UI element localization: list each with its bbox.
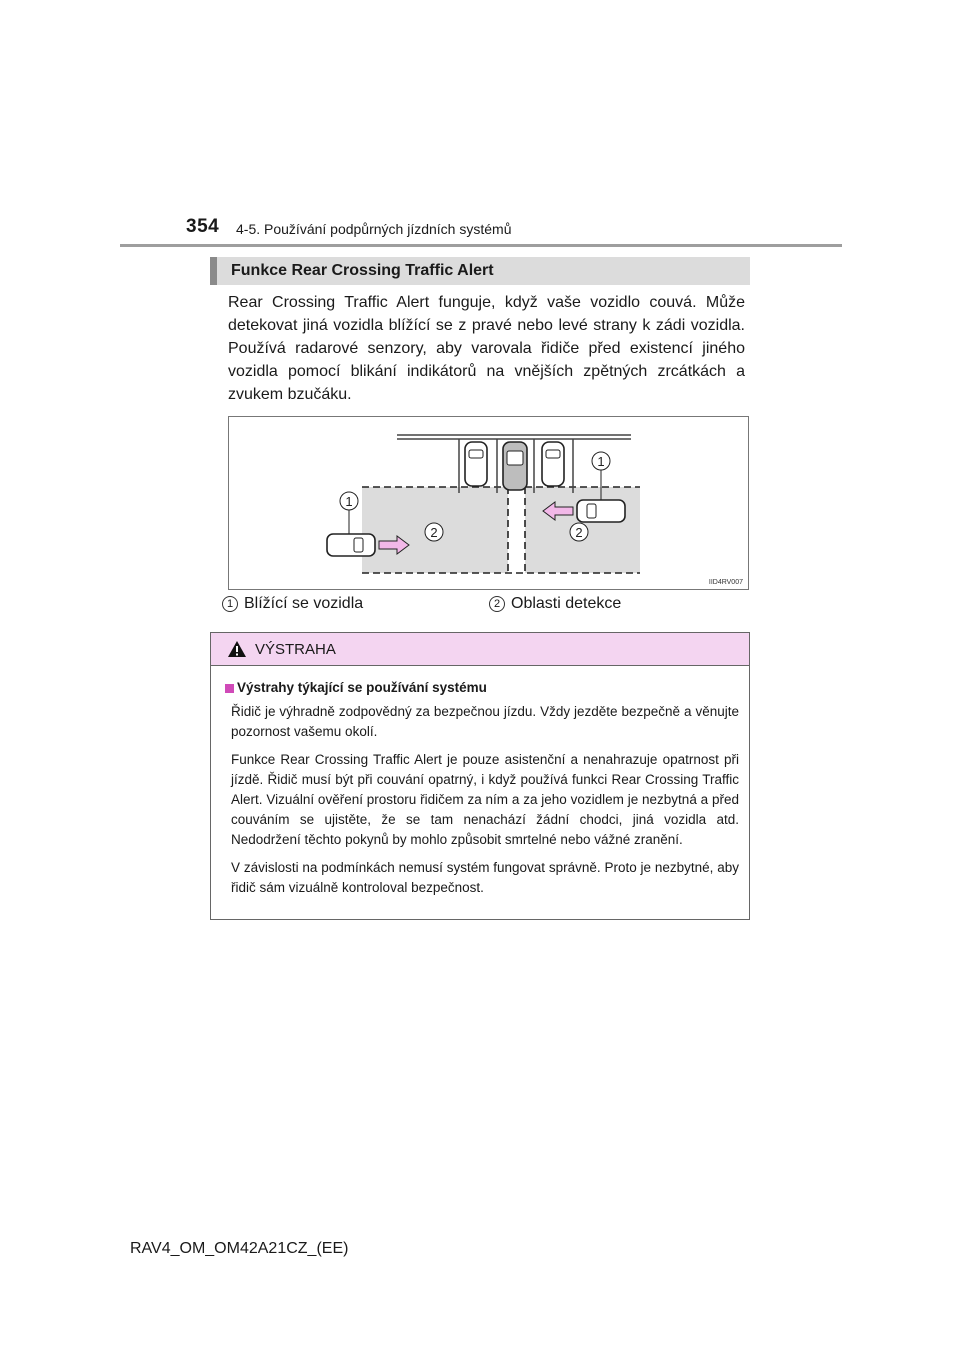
rcta-diagram: [229, 417, 748, 589]
header-rule: [120, 244, 842, 247]
parked-car-right: [542, 442, 564, 486]
legend-number-2: 2: [489, 596, 505, 612]
warning-subheading: [225, 678, 739, 698]
callout-2-left: [425, 523, 443, 541]
warning-paragraph-1: Řidič je výhradně zodpovědný za bezpečnou jízdu. Vždy jezděte bezpečně a věnujte pozornost vašemu okolí.: [231, 704, 739, 739]
warning-paragraph-3: V závislosti na podmínkách nemusí systém fungovat správně. Proto je nezbytné, aby řidič sám vizuálně kontroloval bezpečnost.: [231, 860, 739, 895]
warning-body: [211, 666, 749, 898]
reversing-car: [503, 442, 527, 490]
figure-code: IID4RV007: [708, 579, 743, 586]
callout-1-left: [340, 492, 358, 510]
svg-text:1: 1: [345, 494, 353, 509]
square-bullet-icon: [225, 684, 234, 693]
legend-item-1: [222, 595, 363, 613]
svg-text:1: 1: [597, 454, 605, 469]
callout-1-right: [592, 452, 610, 470]
callout-2-right: [570, 523, 588, 541]
approaching-car-right: [577, 500, 625, 522]
legend-label-1: Blížící se vozidla: [244, 595, 364, 612]
warning-box: [210, 632, 750, 920]
warning-subheading-text: Výstrahy týkající se používání systému: [237, 680, 487, 695]
svg-text:2: 2: [575, 525, 583, 540]
page-number: 354: [186, 216, 220, 237]
svg-text:2: 2: [430, 525, 438, 540]
rcta-illustration: [228, 416, 749, 590]
warning-header: [211, 633, 749, 666]
chapter-title: 4-5. Používání podpůrných jízdních systémů: [236, 221, 512, 237]
warning-paragraph-2: Funkce Rear Crossing Traffic Alert je pouze asistenční a nenahrazuje opatrnost při jízdě. Řidič musí být při couvání opatrný, i když používá funkci Rear Crossing Traffic Alert. Vizuální ověření prostoru řidičem za ním a za jeho vozidlem je nezbytná a před couváním se ujistěte, že se tam nenachází žádní chodci, jiná vozidla atd. Nedodržení těchto pokynů by mohlo způsobit smrtelné nebo vážné zranění.: [231, 752, 739, 847]
section-heading: Funkce Rear Crossing Traffic Alert: [210, 257, 750, 285]
intro-paragraph: Rear Crossing Traffic Alert funguje, když vaše vozidlo couvá. Může detekovat jiná vozidla blížící se z pravé nebo levé strany k zádi vozidla. Používá radarové senzory, aby varovala řidiče před existencí jiného vozidla pomocí blikání indikátorů na vnějších zpětných zrcátkách a zvukem bzučáku.: [228, 294, 745, 403]
footer-doc-code: RAV4_OM_OM42A21CZ_(EE): [130, 1240, 349, 1257]
legend-label-2: Oblasti detekce: [511, 595, 622, 612]
legend-number-1: 1: [222, 596, 238, 612]
warning-title: VÝSTRAHA: [255, 640, 336, 658]
approaching-car-left: [327, 534, 375, 556]
warning-triangle-icon: [227, 640, 247, 658]
parked-car-left: [465, 442, 487, 486]
legend-item-2: [489, 595, 621, 613]
